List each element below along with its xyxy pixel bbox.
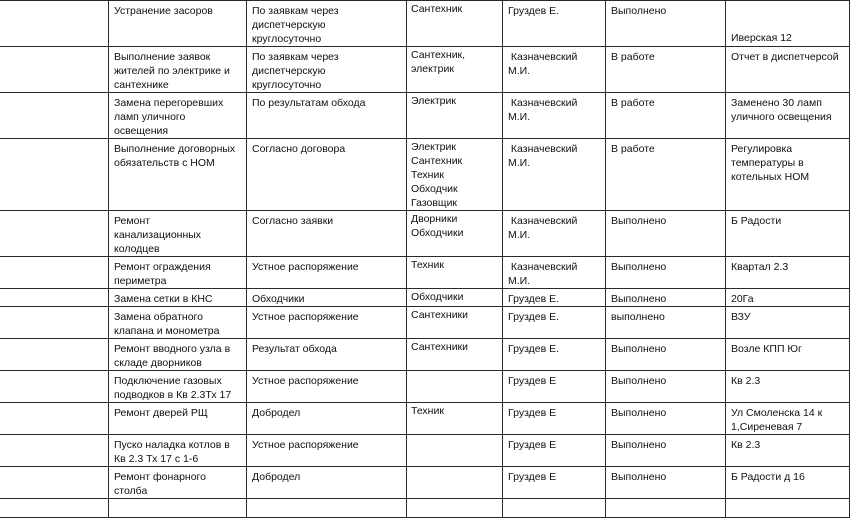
workers-cell <box>407 499 503 518</box>
note-cell <box>726 403 850 435</box>
status-text: Выполнено <box>611 407 667 419</box>
note-cell <box>726 289 850 307</box>
note-cell-line: Квартал 2.3 <box>731 261 789 273</box>
responsible-cell-line: Казначевский <box>508 143 578 155</box>
task-cell-line: канализационных <box>114 229 202 241</box>
basis-cell-line: Результат обхода <box>252 343 337 355</box>
responsible-cell <box>503 257 606 289</box>
task-cell-line: колодцев <box>114 243 160 255</box>
task-cell <box>109 403 247 435</box>
task-cell-line: Ремонт ограждения <box>114 261 211 273</box>
basis-cell-line: диспетчерскую <box>252 65 326 77</box>
responsible-cell-line: Груздев Е. <box>508 343 560 355</box>
status-cell <box>606 93 726 139</box>
basis-cell-line: По результатам обхода <box>252 97 366 109</box>
basis-cell-line: Обходчики <box>252 293 305 305</box>
note-cell <box>726 1 850 47</box>
note-cell <box>726 139 850 211</box>
row-gutter-cell <box>1 289 109 307</box>
note-cell-line: Ул Смоленска 14 к <box>731 407 823 419</box>
basis-cell-line: Согласно заявки <box>252 215 334 227</box>
status-text: В работе <box>611 51 655 63</box>
status-cell <box>606 47 726 93</box>
note-cell <box>726 307 850 339</box>
responsible-cell-line: Груздев Е. <box>508 5 560 17</box>
worker-role: Электрик <box>411 141 456 153</box>
row-gutter-cell <box>1 211 109 257</box>
status-text: В работе <box>611 97 655 109</box>
row-gutter-cell <box>1 93 109 139</box>
table-row <box>1 339 850 371</box>
workers-cell <box>407 211 503 257</box>
table-row <box>1 289 850 307</box>
basis-cell-line: Устное распоряжение <box>252 261 359 273</box>
task-cell-line: Замена обратного <box>114 311 203 323</box>
task-cell <box>109 257 247 289</box>
responsible-cell-line: М.И. <box>508 275 531 287</box>
workers-cell <box>407 139 503 211</box>
worker-role: Техник <box>411 259 444 271</box>
basis-cell <box>247 307 407 339</box>
note-cell-line: Возле КПП Юг <box>731 343 802 355</box>
responsible-cell <box>503 139 606 211</box>
basis-cell <box>247 1 407 47</box>
task-cell-line: ламп уличного <box>114 111 186 123</box>
basis-cell <box>247 499 407 518</box>
basis-cell <box>247 467 407 499</box>
status-text: Выполнено <box>611 471 667 483</box>
note-cell-line: Иверская 12 <box>731 32 792 44</box>
responsible-cell-line: М.И. <box>508 229 531 241</box>
basis-cell <box>247 47 407 93</box>
responsible-cell <box>503 289 606 307</box>
responsible-cell-line: Груздев Е <box>508 471 557 483</box>
task-cell-line: сантехнике <box>114 79 169 91</box>
basis-cell-line: Добродел <box>252 471 301 483</box>
workers-cell <box>407 467 503 499</box>
worker-role: Газовщик <box>411 197 458 209</box>
note-cell-line: Б Радости д 16 <box>731 471 805 483</box>
note-cell <box>726 499 850 518</box>
responsible-cell <box>503 467 606 499</box>
responsible-cell-line: Казначевский <box>508 97 578 109</box>
row-gutter-cell <box>1 499 109 518</box>
note-cell <box>726 339 850 371</box>
worker-role: Сантехники <box>411 309 469 321</box>
table-row <box>1 307 850 339</box>
note-cell-line: Отчет в диспетчерсой <box>731 51 839 63</box>
row-gutter-cell <box>1 339 109 371</box>
note-cell-line: ВЗУ <box>731 311 751 323</box>
worker-role: Техник <box>411 405 444 417</box>
task-cell-line: Выполнение заявок <box>114 51 211 63</box>
task-cell <box>109 371 247 403</box>
responsible-cell-line: Груздев Е <box>508 407 557 419</box>
task-cell <box>109 289 247 307</box>
responsible-cell <box>503 403 606 435</box>
task-cell <box>109 47 247 93</box>
note-cell <box>726 371 850 403</box>
note-cell-line: Регулировка <box>731 143 793 155</box>
workers-cell <box>407 257 503 289</box>
status-cell <box>606 289 726 307</box>
status-cell <box>606 339 726 371</box>
responsible-cell-line: М.И. <box>508 65 531 77</box>
task-cell-line: складе дворников <box>114 357 202 369</box>
row-gutter-cell <box>1 371 109 403</box>
note-cell-line: 1,Сиреневая 7 <box>731 421 803 433</box>
task-cell <box>109 499 247 518</box>
status-text: Выполнено <box>611 343 667 355</box>
responsible-cell-line: Груздев Е <box>508 439 557 451</box>
status-cell <box>606 435 726 467</box>
task-cell-line: жителей по электрике и <box>114 65 230 77</box>
note-cell-line: Б Радости <box>731 215 782 227</box>
table-row <box>1 371 850 403</box>
workers-cell <box>407 339 503 371</box>
note-cell <box>726 435 850 467</box>
basis-cell <box>247 211 407 257</box>
basis-cell-line: По заявкам через <box>252 51 339 63</box>
responsible-cell-line: М.И. <box>508 157 531 169</box>
responsible-cell-line: Казначевский <box>508 215 578 227</box>
responsible-cell-line: Казначевский <box>508 51 578 63</box>
responsible-cell-line: Груздев Е. <box>508 311 560 323</box>
table-row <box>1 403 850 435</box>
worker-role: Техник <box>411 169 444 181</box>
task-cell-line: Пуско наладка котлов в <box>114 439 230 451</box>
worker-role: Сантехник <box>411 155 463 167</box>
basis-cell-line: Добродел <box>252 407 301 419</box>
worker-role: Сантехник <box>411 3 463 15</box>
task-cell <box>109 467 247 499</box>
status-text: выполнено <box>611 311 665 323</box>
responsible-cell <box>503 1 606 47</box>
task-cell <box>109 211 247 257</box>
status-text: Выполнено <box>611 293 667 305</box>
status-text: Выполнено <box>611 5 667 17</box>
responsible-cell <box>503 435 606 467</box>
row-gutter-cell <box>1 435 109 467</box>
task-cell <box>109 339 247 371</box>
worker-role: Обходчик <box>411 183 458 195</box>
status-cell <box>606 371 726 403</box>
note-cell-line: температуры в <box>731 157 804 169</box>
status-cell <box>606 467 726 499</box>
note-cell-line: Заменено 30 ламп <box>731 97 822 109</box>
responsible-cell <box>503 93 606 139</box>
responsible-cell <box>503 339 606 371</box>
basis-cell <box>247 139 407 211</box>
responsible-cell-line: Груздев Е. <box>508 293 560 305</box>
workers-cell <box>407 47 503 93</box>
table-row <box>1 93 850 139</box>
note-cell <box>726 47 850 93</box>
table-row <box>1 257 850 289</box>
task-cell-line: Подключение газовых <box>114 375 222 387</box>
worker-role: Дворники <box>411 213 458 225</box>
workers-cell <box>407 307 503 339</box>
table-row <box>1 467 850 499</box>
basis-cell <box>247 257 407 289</box>
basis-cell-line: круглосуточно <box>252 79 322 91</box>
row-gutter-cell <box>1 139 109 211</box>
task-cell <box>109 435 247 467</box>
row-gutter-cell <box>1 47 109 93</box>
row-gutter-cell <box>1 403 109 435</box>
status-cell <box>606 1 726 47</box>
basis-cell <box>247 93 407 139</box>
responsible-cell <box>503 211 606 257</box>
task-cell <box>109 93 247 139</box>
task-cell-line: Устранение засоров <box>114 5 213 17</box>
basis-cell <box>247 339 407 371</box>
note-cell-line: уличного освещения <box>731 111 832 123</box>
worker-role: Обходчики <box>411 227 464 239</box>
note-cell <box>726 467 850 499</box>
basis-cell <box>247 435 407 467</box>
table-row <box>1 435 850 467</box>
status-cell <box>606 139 726 211</box>
task-cell-line: Ремонт <box>114 215 151 227</box>
task-cell-line: освещения <box>114 125 169 137</box>
worker-role: Сантехник, <box>411 49 466 61</box>
table-row <box>1 139 850 211</box>
row-gutter-cell <box>1 1 109 47</box>
status-cell <box>606 403 726 435</box>
task-cell-line: Ремонт вводного узла в <box>114 343 231 355</box>
basis-cell-line: круглосуточно <box>252 33 322 45</box>
basis-cell-line: По заявкам через <box>252 5 339 17</box>
task-cell-line: периметра <box>114 275 167 287</box>
responsible-cell <box>503 47 606 93</box>
task-cell-line: Кв 2.3 Тх 17 с 1-6 <box>114 453 199 465</box>
responsible-cell-line: Груздев Е <box>508 375 557 387</box>
task-cell-line: столба <box>114 485 148 497</box>
note-cell <box>726 211 850 257</box>
worker-role: Обходчики <box>411 291 464 303</box>
status-cell <box>606 257 726 289</box>
task-cell-line: обязательств с НОМ <box>114 157 215 169</box>
task-cell-line: Ремонт дверей РЩ <box>114 407 208 419</box>
note-cell <box>726 257 850 289</box>
status-text: Выполнено <box>611 215 667 227</box>
task-cell-line: подводков в Кв 2.3Тх 17 <box>114 389 232 401</box>
status-text: В работе <box>611 143 655 155</box>
task-cell-line: клапана и монометра <box>114 325 220 337</box>
note-cell-line: 20Га <box>731 293 754 305</box>
table-row <box>1 211 850 257</box>
row-gutter-cell <box>1 467 109 499</box>
status-text: Выполнено <box>611 439 667 451</box>
basis-cell <box>247 289 407 307</box>
status-text: Выполнено <box>611 375 667 387</box>
task-cell <box>109 307 247 339</box>
basis-cell <box>247 403 407 435</box>
table-row <box>1 499 850 518</box>
worker-role: Сантехники <box>411 341 469 353</box>
worker-role: электрик <box>411 63 454 75</box>
responsible-cell-line: Казначевский <box>508 261 578 273</box>
basis-cell-line: Устное распоряжение <box>252 311 359 323</box>
basis-cell <box>247 371 407 403</box>
task-cell-line: Замена перегоревших <box>114 97 224 109</box>
basis-cell-line: Устное распоряжение <box>252 375 359 387</box>
workers-cell <box>407 93 503 139</box>
workers-cell <box>407 289 503 307</box>
note-cell-line: Кв 2.3 <box>731 375 761 387</box>
status-text: Выполнено <box>611 261 667 273</box>
responsible-cell-line: М.И. <box>508 111 531 123</box>
responsible-cell <box>503 371 606 403</box>
table-row <box>1 1 850 47</box>
responsible-cell <box>503 499 606 518</box>
row-gutter-cell <box>1 307 109 339</box>
note-cell <box>726 93 850 139</box>
status-cell <box>606 307 726 339</box>
task-cell <box>109 1 247 47</box>
basis-cell-line: Устное распоряжение <box>252 439 359 451</box>
worker-role: Электрик <box>411 95 456 107</box>
status-cell <box>606 499 726 518</box>
task-cell-line: Выполнение договорных <box>114 143 236 155</box>
table-row <box>1 47 850 93</box>
task-cell-line: Замена сетки в КНС <box>114 293 213 305</box>
basis-cell-line: Согласно договора <box>252 143 346 155</box>
workers-cell <box>407 403 503 435</box>
work-report-body <box>1 1 850 518</box>
note-cell-line: котельных НОМ <box>731 171 810 183</box>
workers-cell <box>407 1 503 47</box>
row-gutter-cell <box>1 257 109 289</box>
workers-cell <box>407 435 503 467</box>
basis-cell-line: диспетчерскую <box>252 19 326 31</box>
workers-cell <box>407 371 503 403</box>
responsible-cell <box>503 307 606 339</box>
status-cell <box>606 211 726 257</box>
note-cell-line: Кв 2.3 <box>731 439 761 451</box>
task-cell <box>109 139 247 211</box>
task-cell-line: Ремонт фонарного <box>114 471 206 483</box>
